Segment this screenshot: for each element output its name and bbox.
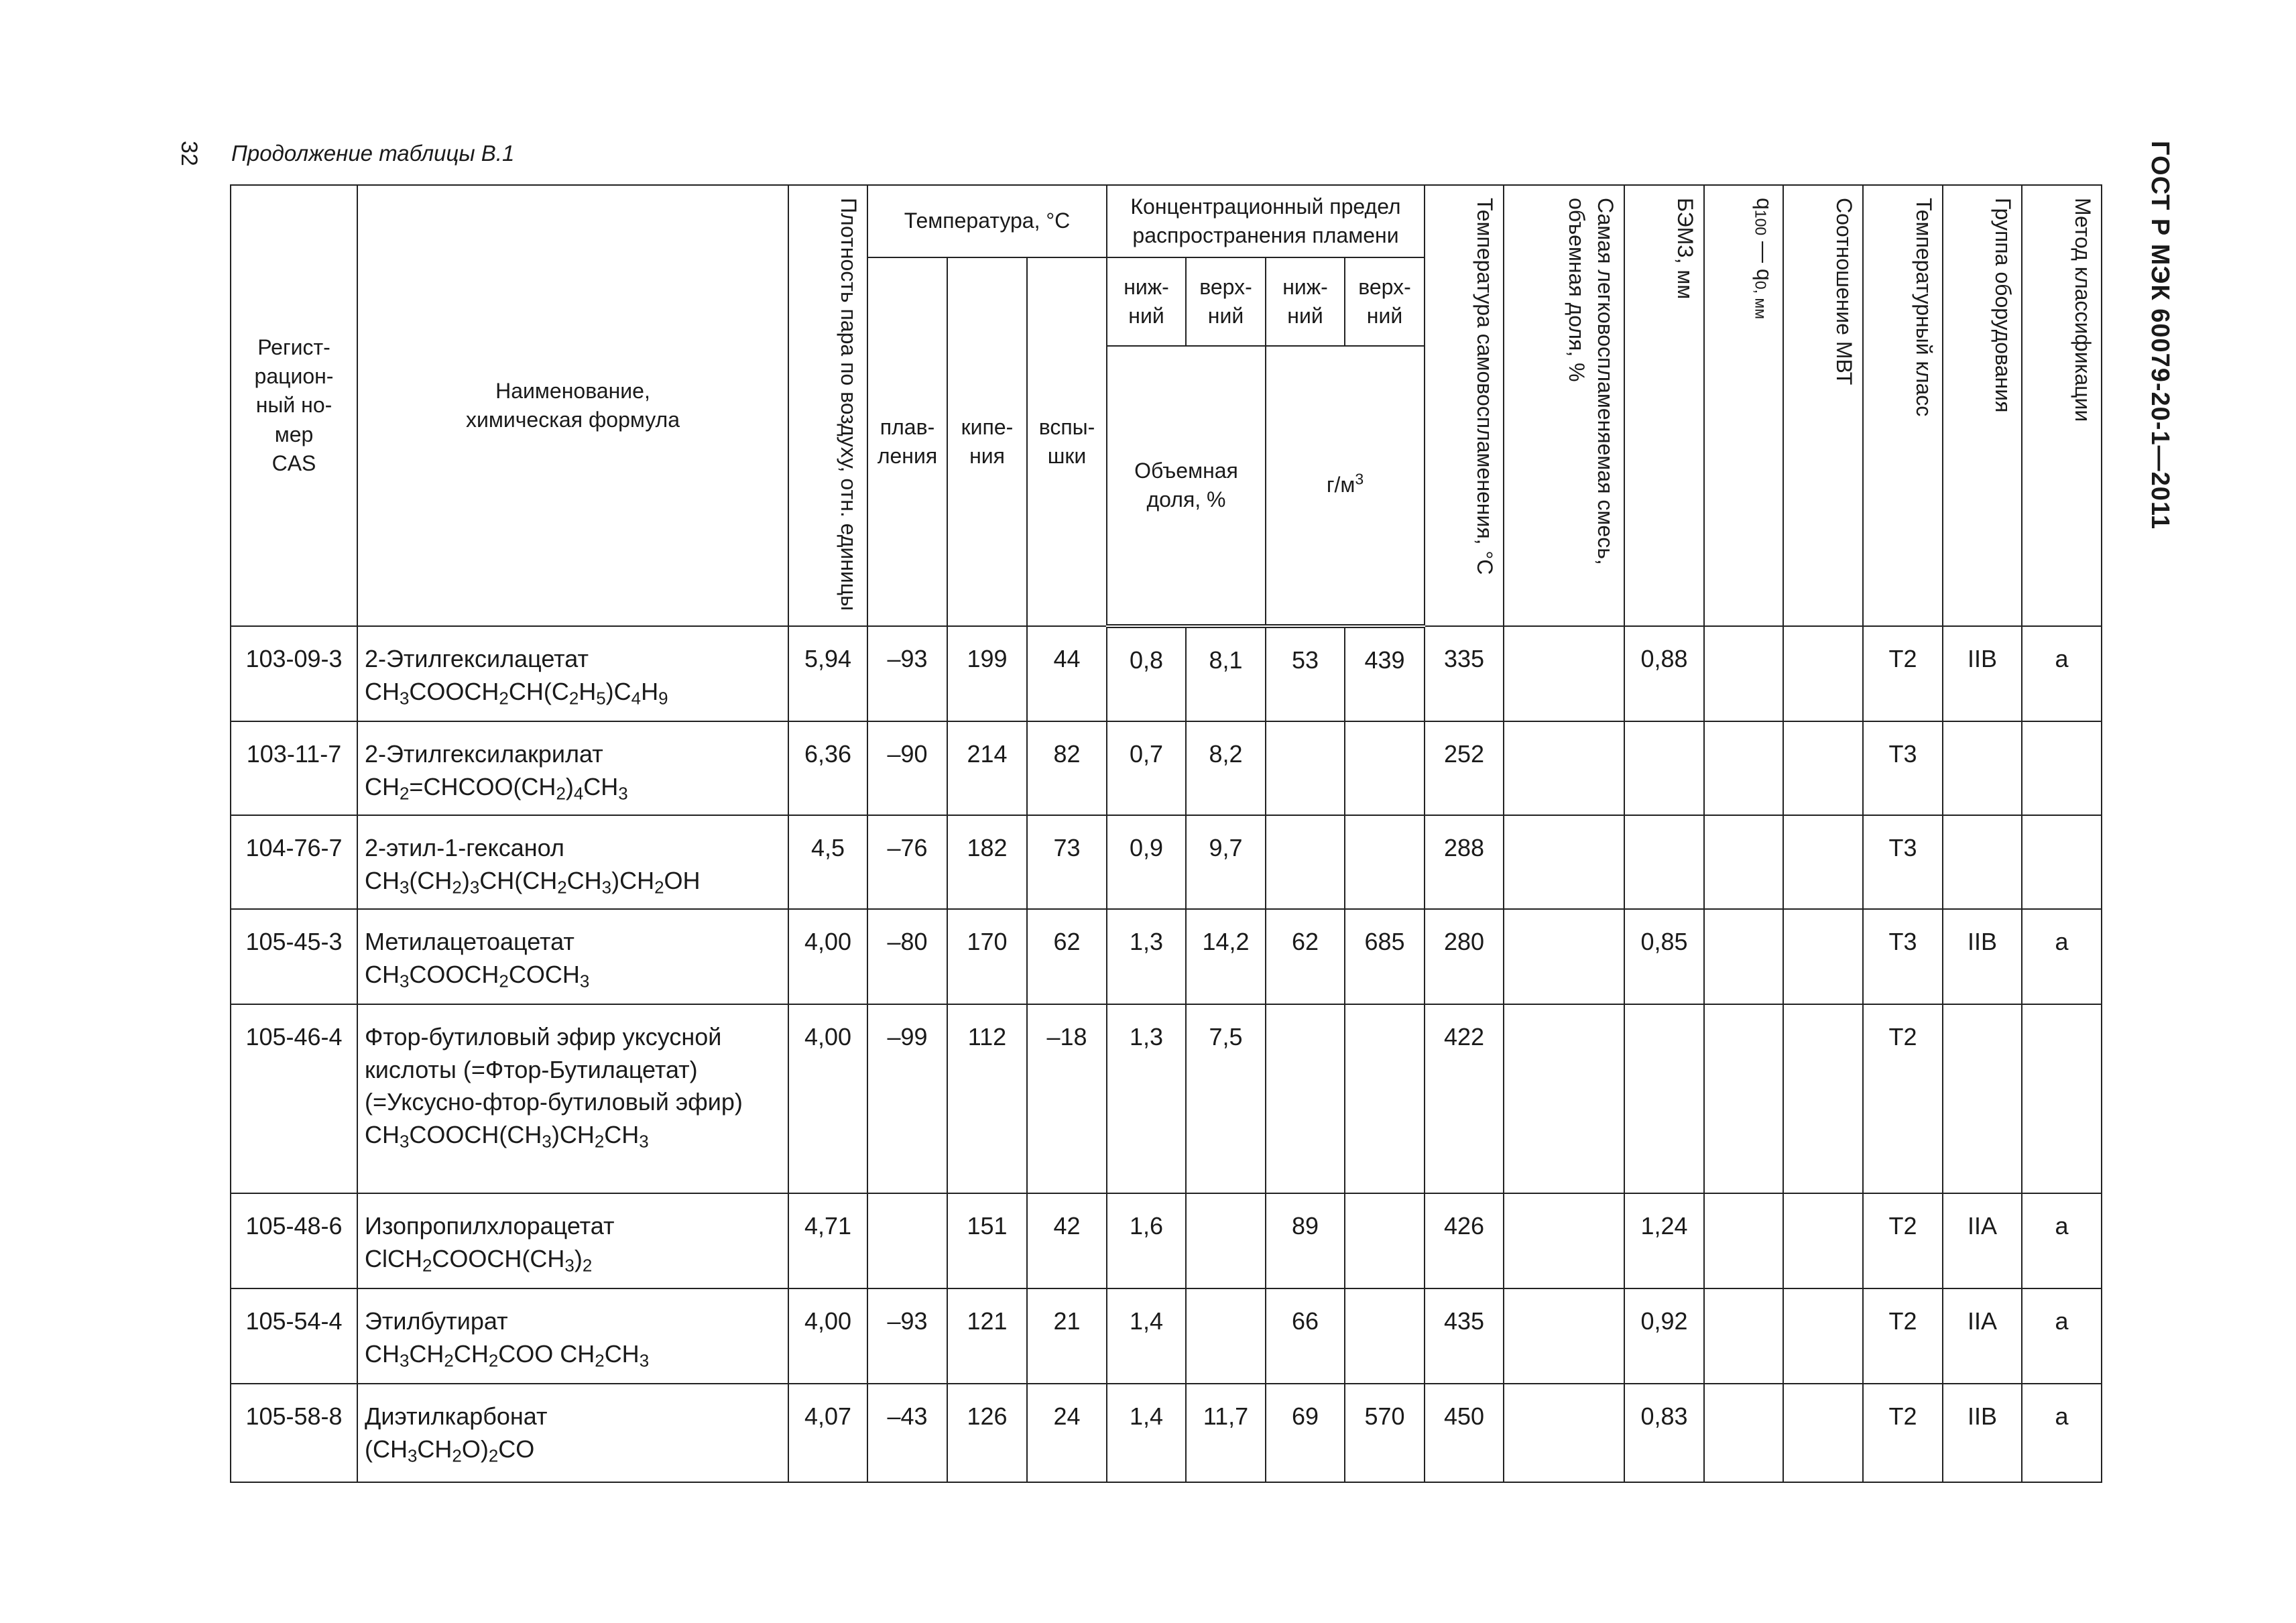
cell-ait: 422 xyxy=(1425,1004,1504,1193)
cell-density: 6,36 xyxy=(788,721,867,815)
cell-tc: T2 xyxy=(1863,626,1943,721)
cell-mesg: 0,85 xyxy=(1624,909,1704,1004)
cell-tc: T3 xyxy=(1863,721,1943,815)
cell-name xyxy=(357,626,788,721)
cell-cas: 105-58-8 xyxy=(231,1384,357,1482)
table-caption: Продолжение таблицы В.1 xyxy=(231,141,515,166)
cell-mesg: 0,83 xyxy=(1624,1384,1704,1482)
cell-uv xyxy=(1186,1288,1266,1384)
cell-name xyxy=(357,1288,788,1384)
cell-tc: T2 xyxy=(1863,1004,1943,1193)
chemical-formula: $CH_2=CHCOO(CH_2)_4CH_3$ xyxy=(365,772,628,804)
chemical-formula: $CH_3CH_2CH_2COO$ $CH_2CH_3$ xyxy=(365,1339,650,1371)
header-upper-vol: верх-ний xyxy=(1186,257,1266,346)
cell-lv: 0,9 xyxy=(1107,815,1186,909)
cell-boil: 151 xyxy=(947,1193,1027,1288)
cell-cas: 104-76-7 xyxy=(231,815,357,909)
cell-mesg xyxy=(1624,815,1704,909)
cell-meth: a xyxy=(2022,1288,2102,1384)
header-autoignition: Температура самовоспламенения, °С xyxy=(1425,185,1504,626)
cell-lv: 1,3 xyxy=(1107,909,1186,1004)
cell-melt: –93 xyxy=(867,1288,947,1384)
cell-meth: a xyxy=(2022,1193,2102,1288)
cell-ug: 685 xyxy=(1345,909,1425,1004)
cell-cas: 105-48-6 xyxy=(231,1193,357,1288)
cell-flash: 42 xyxy=(1027,1193,1107,1288)
cell-mit xyxy=(1783,1384,1863,1482)
cell-ait: 450 xyxy=(1425,1384,1504,1482)
cell-uv: 14,2 xyxy=(1186,909,1266,1004)
cell-mix xyxy=(1504,626,1624,721)
cell-name xyxy=(357,815,788,909)
cell-uv: 8,2 xyxy=(1186,721,1266,815)
cell-ait: 288 xyxy=(1425,815,1504,909)
cell-mesg xyxy=(1624,721,1704,815)
cell-mit xyxy=(1783,721,1863,815)
cell-lg: 62 xyxy=(1266,909,1345,1004)
cell-grp xyxy=(1943,1004,2022,1193)
cell-melt: –93 xyxy=(867,626,947,721)
cell-grp: IIB xyxy=(1943,1384,2022,1482)
cell-lv: 1,6 xyxy=(1107,1193,1186,1288)
cell-lg: 69 xyxy=(1266,1384,1345,1482)
cell-meth xyxy=(2022,815,2102,909)
cell-lv: 1,4 xyxy=(1107,1384,1186,1482)
cell-ug xyxy=(1345,1288,1425,1384)
substance-name: Метилацетоацетат xyxy=(365,928,575,955)
table-row xyxy=(231,1288,2102,1384)
cell-q xyxy=(1704,1193,1783,1288)
table-row xyxy=(231,1384,2102,1482)
cell-density: 4,71 xyxy=(788,1193,867,1288)
cell-ug xyxy=(1345,1004,1425,1193)
cell-q xyxy=(1704,1288,1783,1384)
cell-ug xyxy=(1345,1193,1425,1288)
cell-grp: IIB xyxy=(1943,626,2022,721)
cell-melt: –99 xyxy=(867,1004,947,1193)
cell-uv xyxy=(1186,1193,1266,1288)
substance-name: Диэтилкарбонат xyxy=(365,1402,548,1430)
cell-boil: 170 xyxy=(947,909,1027,1004)
cell-tc: T3 xyxy=(1863,909,1943,1004)
chemical-formula: $CH_3(CH_2)_3CH(CH_2CH_3)CH_2OH$ xyxy=(365,866,701,898)
data-table xyxy=(230,184,2102,1483)
cell-lg xyxy=(1266,721,1345,815)
cell-cas: 105-45-3 xyxy=(231,909,357,1004)
cell-mit xyxy=(1783,1004,1863,1193)
cell-boil: 126 xyxy=(947,1384,1027,1482)
cell-melt: –76 xyxy=(867,815,947,909)
cell-q xyxy=(1704,721,1783,815)
table-row xyxy=(231,1193,2102,1288)
cell-name xyxy=(357,909,788,1004)
cell-meth xyxy=(2022,1004,2102,1193)
cell-grp: IIA xyxy=(1943,1193,2022,1288)
cell-flash: 73 xyxy=(1027,815,1107,909)
cell-meth: a xyxy=(2022,909,2102,1004)
cell-boil: 121 xyxy=(947,1288,1027,1384)
cell-uv: 8,1 xyxy=(1186,626,1266,721)
cell-boil: 199 xyxy=(947,626,1027,721)
cell-mit xyxy=(1783,1288,1863,1384)
cell-lg xyxy=(1266,1004,1345,1193)
cell-flash: –18 xyxy=(1027,1004,1107,1193)
header-most-flammable: Самая легковоспламеняемая смесь, объемная доля, % xyxy=(1504,185,1624,626)
substance-name: Изопропилхлорацетат xyxy=(365,1212,615,1240)
cell-uv: 9,7 xyxy=(1186,815,1266,909)
header-name: Наименование, химическая формула xyxy=(357,185,788,626)
cell-density: 4,5 xyxy=(788,815,867,909)
cell-meth: a xyxy=(2022,1384,2102,1482)
cell-density: 4,07 xyxy=(788,1384,867,1482)
substance-name: 2-этил-1-гексанол xyxy=(365,834,564,861)
cell-uv: 7,5 xyxy=(1186,1004,1266,1193)
cell-tc: T2 xyxy=(1863,1193,1943,1288)
cell-cas: 103-11-7 xyxy=(231,721,357,815)
cell-mit xyxy=(1783,815,1863,909)
cell-mit xyxy=(1783,1193,1863,1288)
cell-tc: T3 xyxy=(1863,815,1943,909)
cell-mesg xyxy=(1624,1004,1704,1193)
cell-lg: 89 xyxy=(1266,1193,1345,1288)
cell-meth: a xyxy=(2022,626,2102,721)
header-cas: Регист-рацион-ный но-мер CAS xyxy=(231,185,357,626)
cell-name xyxy=(357,1193,788,1288)
header-upper-gm3: верх-ний xyxy=(1345,257,1425,346)
cell-tc: T2 xyxy=(1863,1384,1943,1482)
cell-flash: 24 xyxy=(1027,1384,1107,1482)
cell-cas: 105-46-4 xyxy=(231,1004,357,1193)
header-lower-gm3: ниж-ний xyxy=(1266,257,1345,346)
cell-q xyxy=(1704,626,1783,721)
cell-flash: 62 xyxy=(1027,909,1107,1004)
cell-lv: 0,7 xyxy=(1107,721,1186,815)
document-id: ГОСТ Р МЭК 60079-20-1—2011 xyxy=(2146,141,2174,530)
header-q100-q0: $q_{100}$ — $q_{0, мм}$ xyxy=(1704,185,1783,626)
cell-ait: 335 xyxy=(1425,626,1504,721)
header-temp-melt: плав-ления xyxy=(867,257,947,626)
cell-mit xyxy=(1783,626,1863,721)
substance-name: 2-Этилгексилакрилат xyxy=(365,740,603,768)
cell-mix xyxy=(1504,1288,1624,1384)
page-number: 32 xyxy=(176,141,202,166)
cell-uv: 11,7 xyxy=(1186,1384,1266,1482)
chemical-formula: $CH_3COOCH_2COCH_3$ xyxy=(365,960,590,991)
cell-ait: 252 xyxy=(1425,721,1504,815)
cell-grp: IIA xyxy=(1943,1288,2022,1384)
chemical-formula: $ClCH_2COOCH(CH_3)_2$ xyxy=(365,1244,593,1276)
cell-density: 4,00 xyxy=(788,909,867,1004)
cell-mix xyxy=(1504,1193,1624,1288)
cell-mix xyxy=(1504,1004,1624,1193)
cell-ait: 426 xyxy=(1425,1193,1504,1288)
cell-lv: 1,3 xyxy=(1107,1004,1186,1193)
chemical-formula: $CH_3COOCH_2CH(C_2H_5)C_4H_9$ xyxy=(365,677,668,709)
cell-lg: 66 xyxy=(1266,1288,1345,1384)
cell-boil: 182 xyxy=(947,815,1027,909)
cell-q xyxy=(1704,1384,1783,1482)
cell-grp: IIB xyxy=(1943,909,2022,1004)
table-row xyxy=(231,721,2102,815)
cell-cas: 103-09-3 xyxy=(231,626,357,721)
substance-name: Этилбутират xyxy=(365,1307,508,1335)
header-concentration: Концентрационный предел распространения пламени xyxy=(1107,185,1425,257)
cell-mesg: 0,92 xyxy=(1624,1288,1704,1384)
cell-melt: –43 xyxy=(867,1384,947,1482)
cell-ug: 439 xyxy=(1345,626,1425,721)
cell-lg xyxy=(1266,815,1345,909)
cell-cas: 105-54-4 xyxy=(231,1288,357,1384)
cell-density: 5,94 xyxy=(788,626,867,721)
cell-q xyxy=(1704,815,1783,909)
cell-lg: 53 xyxy=(1266,626,1345,721)
cell-q xyxy=(1704,1004,1783,1193)
header-lower-vol: ниж-ний xyxy=(1107,257,1186,346)
cell-ait: 435 xyxy=(1425,1288,1504,1384)
cell-melt: –90 xyxy=(867,721,947,815)
cell-grp xyxy=(1943,815,2022,909)
cell-density: 4,00 xyxy=(788,1288,867,1384)
table-row xyxy=(231,626,2102,721)
cell-ug xyxy=(1345,721,1425,815)
substance-name: 2-Этилгексилацетат xyxy=(365,645,589,672)
table-row xyxy=(231,815,2102,909)
cell-boil: 214 xyxy=(947,721,1027,815)
cell-melt: –80 xyxy=(867,909,947,1004)
cell-mesg: 1,24 xyxy=(1624,1193,1704,1288)
cell-lv: 1,4 xyxy=(1107,1288,1186,1384)
cell-meth xyxy=(2022,721,2102,815)
cell-name xyxy=(357,1004,788,1193)
cell-boil: 112 xyxy=(947,1004,1027,1193)
cell-melt xyxy=(867,1193,947,1288)
cell-flash: 21 xyxy=(1027,1288,1107,1384)
header-temp-class: Температурный класс xyxy=(1863,185,1943,626)
substance-name: Фтор-бутиловый эфир уксусной кислоты (=Фтор-Бутилацетат) (=Уксусно-фтор-бутиловый эфир) xyxy=(365,1023,743,1116)
cell-tc: T2 xyxy=(1863,1288,1943,1384)
header-mesg: БЭМЗ, мм xyxy=(1624,185,1704,626)
table-row xyxy=(231,1004,2102,1193)
cell-lv: 0,8 xyxy=(1107,626,1186,721)
cell-name xyxy=(357,721,788,815)
header-temp-boil: кипе-ния xyxy=(947,257,1027,626)
cell-mit xyxy=(1783,909,1863,1004)
cell-ug: 570 xyxy=(1345,1384,1425,1482)
cell-ug xyxy=(1345,815,1425,909)
header-density: Плотность пара по воздуху, отн. единицы xyxy=(788,185,867,626)
cell-name xyxy=(357,1384,788,1482)
header-gm3: $г/м^3$ xyxy=(1266,346,1425,626)
cell-flash: 44 xyxy=(1027,626,1107,721)
cell-ait: 280 xyxy=(1425,909,1504,1004)
cell-grp xyxy=(1943,721,2022,815)
cell-mix xyxy=(1504,815,1624,909)
header-mit-ratio: Соотношение МВТ xyxy=(1783,185,1863,626)
cell-flash: 82 xyxy=(1027,721,1107,815)
cell-mix xyxy=(1504,1384,1624,1482)
header-equip-group: Группа оборудования xyxy=(1943,185,2022,626)
cell-q xyxy=(1704,909,1783,1004)
chemical-formula: $(CH_3CH_2O)_2CO$ xyxy=(365,1435,535,1466)
cell-mesg: 0,88 xyxy=(1624,626,1704,721)
table-row xyxy=(231,909,2102,1004)
cell-density: 4,00 xyxy=(788,1004,867,1193)
header-temperature: Температура, °С xyxy=(867,185,1107,257)
chemical-formula: $CH_3COOCH(CH_3)CH_2CH_3$ xyxy=(365,1120,649,1152)
cell-mix xyxy=(1504,721,1624,815)
cell-mix xyxy=(1504,909,1624,1004)
header-volume-fraction: Объемная доля, % xyxy=(1107,346,1266,626)
header-method: Метод классификации xyxy=(2022,185,2102,626)
header-temp-flash: вспы-шки xyxy=(1027,257,1107,626)
